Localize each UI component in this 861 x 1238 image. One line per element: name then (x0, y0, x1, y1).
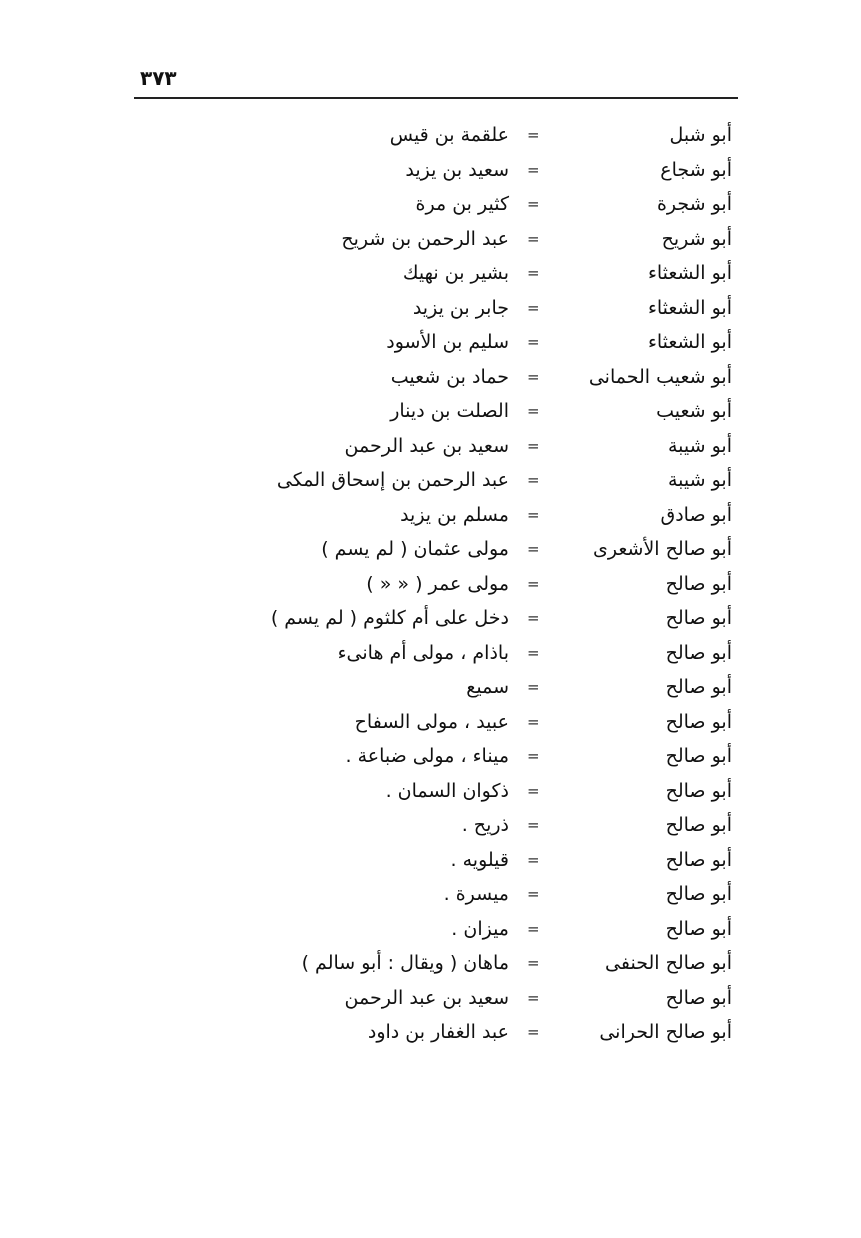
kunya-list (0, 120, 861, 1052)
kunya-text: أبو صادق (660, 503, 732, 526)
equals-separator: = (527, 436, 540, 455)
identity-text: باذام ، مولى أم هانىء (337, 641, 509, 664)
equals-separator: = (527, 954, 540, 972)
identity-text: سعيد بن عبد الرحمن (344, 986, 509, 1009)
identity-text: عبد الرحمن بن إسحاق المكى (276, 469, 509, 491)
kunya-text: أبو شبل (669, 124, 732, 146)
kunya-text: أبو صالح (665, 572, 732, 595)
identity-text: ميناء ، مولى ضباعة . (345, 745, 509, 767)
equals-separator: = (527, 1023, 540, 1041)
identity-text: مولى عثمان ( لم يسم ) (321, 538, 509, 560)
kunya-text: أبو شعيب (656, 400, 732, 422)
identity-text: عبيد ، مولى السفاح (354, 710, 509, 733)
kunya-text: أبو الشعثاء (647, 296, 732, 319)
equals-separator: = (527, 574, 540, 593)
identity-text: سليم بن الأسود (386, 331, 509, 353)
kunya-text: أبو شيبة (668, 469, 732, 491)
equals-separator: = (527, 333, 540, 351)
list-item (0, 914, 861, 949)
kunya-text: أبو الشعثاء (647, 331, 732, 353)
list-item (0, 603, 861, 638)
equals-separator: = (527, 160, 540, 179)
list-item (0, 362, 861, 397)
list-item (0, 879, 861, 914)
identity-text: ذكوان السمان . (385, 779, 509, 802)
identity-text: كثير بن مرة (415, 193, 509, 215)
equals-separator: = (527, 919, 540, 938)
page-number: ٣٧٣ (140, 66, 177, 90)
equals-separator: = (527, 816, 540, 834)
list-item (0, 948, 861, 983)
list-item (0, 776, 861, 811)
identity-text: دخل على أم كلثوم ( لم يسم ) (270, 607, 509, 629)
equals-separator: = (527, 264, 540, 282)
identity-text: سعيد بن عبد الرحمن (344, 434, 509, 457)
identity-text: مولى عمر ( « « ) (366, 572, 509, 595)
kunya-text: أبو صالح الحرانى (599, 1021, 732, 1043)
identity-text: ماهان ( ويقال : أبو سالم ) (301, 952, 509, 974)
list-item (0, 500, 861, 535)
equals-separator: = (527, 505, 540, 524)
equals-separator: = (527, 540, 540, 558)
identity-text: عبد الغفار بن داود (367, 1021, 509, 1043)
kunya-text: أبو صالح (665, 779, 732, 802)
list-item (0, 120, 861, 155)
list-item (0, 534, 861, 569)
identity-text: حماد بن شعيب (390, 365, 509, 388)
equals-separator: = (527, 298, 540, 317)
list-item (0, 810, 861, 845)
equals-separator: = (527, 402, 540, 420)
kunya-text: أبو الشعثاء (647, 262, 732, 284)
kunya-text: أبو صالح (665, 814, 732, 836)
kunya-text: أبو شعيب الحمانى (588, 365, 732, 388)
identity-text: جابر بن يزيد (412, 296, 509, 319)
list-item (0, 672, 861, 707)
equals-separator: = (527, 781, 540, 800)
equals-separator: = (527, 747, 540, 765)
list-item (0, 707, 861, 742)
kunya-text: أبو صالح (665, 848, 732, 871)
kunya-text: أبو صالح الأشعرى (593, 538, 732, 560)
equals-separator: = (527, 229, 540, 248)
kunya-text: أبو صالح (665, 710, 732, 733)
identity-text: سعيد بن يزيد (405, 158, 509, 181)
list-item (0, 396, 861, 431)
list-item (0, 465, 861, 500)
identity-text: الصلت بن دينار (390, 400, 509, 422)
kunya-text: أبو شجرة (656, 193, 732, 215)
identity-text: ذريح . (461, 814, 509, 836)
kunya-text: أبو شجاع (660, 158, 732, 181)
kunya-text: أبو صالح (665, 745, 732, 767)
list-item (0, 258, 861, 293)
kunya-text: أبو شيبة (668, 434, 732, 457)
kunya-text: أبو صالح (665, 607, 732, 629)
list-item (0, 327, 861, 362)
list-item (0, 1017, 861, 1052)
identity-text: سميع (466, 676, 509, 698)
kunya-text: أبو صالح الحنفى (605, 952, 732, 974)
identity-text: مسلم بن يزيد (400, 503, 509, 526)
list-item (0, 293, 861, 328)
list-item (0, 155, 861, 190)
list-item (0, 638, 861, 673)
list-item (0, 569, 861, 604)
identity-text: عبد الرحمن بن شريح (341, 227, 509, 250)
equals-separator: = (527, 678, 540, 696)
kunya-text: أبو صالح (665, 883, 732, 905)
equals-separator: = (527, 643, 540, 662)
identity-text: علقمة بن قيس (389, 124, 509, 146)
kunya-text: أبو صالح (665, 641, 732, 664)
equals-separator: = (527, 885, 540, 903)
kunya-text: أبو صالح (665, 917, 732, 940)
kunya-text: أبو شريح (661, 227, 732, 250)
kunya-text: أبو صالح (665, 986, 732, 1009)
equals-separator: = (527, 126, 540, 144)
identity-text: ميسرة . (443, 883, 509, 905)
header-rule (134, 97, 738, 99)
list-item (0, 845, 861, 880)
list-item (0, 431, 861, 466)
equals-separator: = (527, 471, 540, 489)
equals-separator: = (527, 367, 540, 386)
identity-text: ميزان . (451, 917, 509, 940)
equals-separator: = (527, 609, 540, 627)
kunya-text: أبو صالح (665, 676, 732, 698)
list-item (0, 189, 861, 224)
list-item (0, 741, 861, 776)
list-item (0, 983, 861, 1018)
equals-separator: = (527, 988, 540, 1007)
identity-text: بشير بن نهيك (402, 262, 509, 284)
list-item (0, 224, 861, 259)
equals-separator: = (527, 195, 540, 213)
equals-separator: = (527, 712, 540, 731)
equals-separator: = (527, 850, 540, 869)
identity-text: قيلويه . (450, 848, 509, 871)
